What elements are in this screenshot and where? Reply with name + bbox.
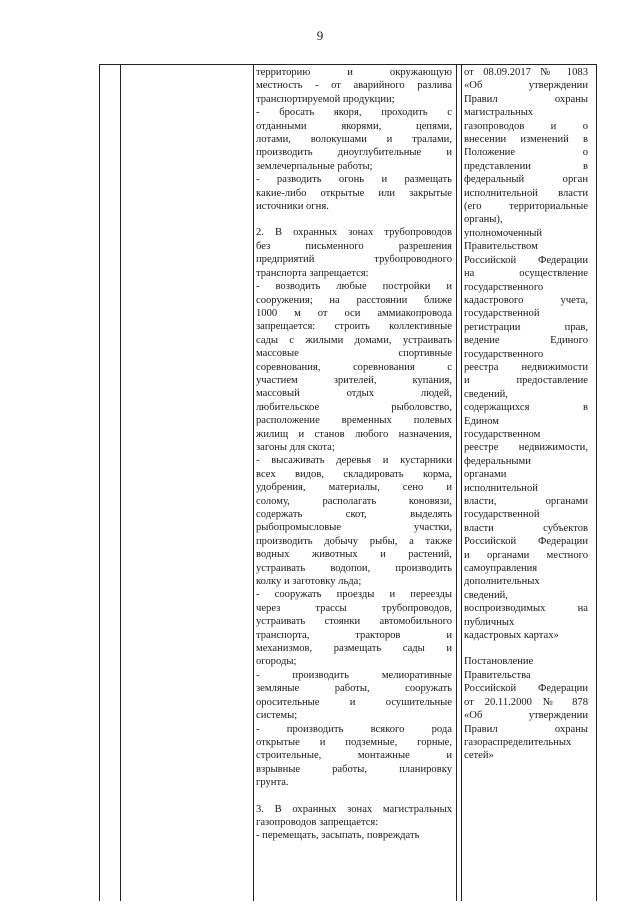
text-line: газопроводов и о [464, 120, 588, 132]
text-line: Российской Федерации [464, 254, 588, 266]
text-line: местность - от аварийного разлива [256, 80, 452, 92]
text-line: воспроизводимых на [464, 603, 588, 615]
text-line: сетей» [464, 750, 494, 762]
text-line: отданными якорями, цепями, [256, 120, 452, 132]
text-line: ведение Единого [464, 335, 588, 347]
text-line: - сооружать проезды и переезды [256, 589, 452, 601]
text-line: внесении изменений в [464, 134, 588, 146]
legal-basis-column [464, 66, 588, 763]
text-line: земляные работы, сооружать [256, 683, 452, 695]
text-line: сведений, [464, 589, 508, 601]
text-line: территорию и окружающую [256, 67, 452, 78]
text-line: содержащихся в [464, 402, 588, 414]
text-line: на осуществление [464, 268, 588, 280]
text-line: какие-либо открытые или закрытые [256, 187, 452, 199]
text-line: реестра недвижимости [464, 361, 588, 373]
text-line: оросительные и осушительные [256, 696, 452, 708]
text-line: и органами местного [464, 549, 588, 561]
text-line: и предоставление [464, 375, 588, 387]
text-line: уполномоченный [464, 227, 543, 239]
text-line: - разводить огонь и размещать [256, 174, 452, 186]
text-line: Российской Федерации [464, 536, 588, 548]
text-line: грунта. [256, 777, 289, 789]
text-line: массовый отдых людей, [256, 388, 452, 400]
text-line: без письменного разрешения [256, 240, 452, 252]
text-line: системы; [256, 710, 298, 722]
text-line: запрещается: строить коллективные [256, 321, 452, 333]
text-line: от 08.09.2017 № 1083 [464, 67, 588, 78]
text-line: кадастрового учета, [464, 294, 588, 306]
text-line: публичных [464, 616, 515, 628]
text-line: власти субъектов [464, 522, 588, 534]
text-line: Едином [464, 415, 499, 427]
text-line: - бросать якоря, проходить с [256, 107, 452, 119]
prohibitions-column [256, 66, 452, 843]
text-line: солому, располагать коновязи, [256, 495, 452, 507]
text-line: открытые и подземные, горные, [256, 736, 452, 748]
text-line: самоуправления [464, 563, 538, 575]
text-line: рыбопромысловые участки, [256, 522, 452, 534]
text-line: государственной [464, 509, 540, 521]
text-line: всех видов, складировать корма, [256, 468, 452, 480]
text-line: транспорта запрещается: [256, 267, 369, 279]
text-line: любительское рыболовство, [256, 401, 452, 413]
column-divider [253, 65, 254, 901]
text-line: реестре недвижимости, [464, 442, 588, 454]
paragraph-gap [256, 213, 452, 226]
text-line: от 20.11.2000 № 878 [464, 696, 588, 708]
page-number: 9 [316, 28, 324, 43]
text-line: «Об утверждении [464, 710, 588, 722]
text-line: газораспределительных [464, 736, 572, 748]
text-line: государственной [464, 308, 540, 320]
text-line: Российской Федерации [464, 683, 588, 695]
text-line: - перемещать, засыпать, повреждать [256, 830, 420, 842]
text-line: расположение временных полевых [256, 415, 452, 427]
text-line: кадастровых картах» [464, 630, 559, 642]
text-line: огороды; [256, 656, 297, 668]
text-line: Правительства [464, 669, 531, 681]
text-line: государственного [464, 281, 544, 293]
text-line: 2. В охранных зонах трубопроводов [256, 227, 452, 239]
text-line: строительные, монтажные и [256, 750, 452, 762]
text-line: Положение о [464, 147, 588, 159]
paragraph-gap [256, 790, 452, 803]
text-line: - возводить любые постройки и [256, 281, 452, 293]
text-line: органы), [464, 214, 503, 226]
text-line: (его территориальные [464, 201, 588, 213]
text-line: через трассы трубопроводов, [256, 602, 452, 614]
text-line: взрывные работы, планировку [256, 763, 452, 775]
column-divider [456, 65, 457, 901]
text-line: сведений, [464, 388, 508, 400]
text-line: регистрации прав, [464, 321, 588, 333]
text-line: жилищ и станов любого назначения, [256, 428, 452, 440]
text-line: 3. В охранных зонах магистральных [256, 803, 452, 815]
text-line: сооружения; на расстоянии ближе [256, 294, 452, 306]
text-line: государственного [464, 348, 544, 360]
text-line: власти, органами [464, 496, 588, 507]
text-line: транспортируемой продукции; [256, 93, 395, 105]
text-line: магистральных [464, 107, 534, 119]
text-line: - производить всякого рода [256, 723, 452, 735]
text-line: соревнования, соревнования с [256, 361, 452, 373]
text-line: удобрения, материалы, сено и [256, 482, 452, 494]
text-line: лотами, волокушами и тралами, [256, 134, 452, 146]
text-line: дополнительных [464, 576, 540, 588]
text-line: исполнительной власти [464, 187, 588, 199]
text-line: загоны для скота; [256, 441, 335, 453]
text-line: предприятий трубопроводного [256, 254, 452, 266]
text-line: Постановление [464, 656, 534, 668]
text-line: Правил охраны [464, 723, 588, 735]
text-line: устраивать водопои, производить [256, 562, 452, 574]
text-line: газопроводов запрещается: [256, 816, 379, 828]
text-line: водных животных и растений, [256, 549, 452, 561]
text-line: транспорта, тракторов и [256, 629, 452, 641]
text-line: сады с жилыми домами, устраивать [256, 334, 452, 346]
text-line: исполнительной [464, 482, 538, 494]
text-line: источники огня. [256, 201, 329, 213]
text-line: устраивать стоянки автомобильного [256, 616, 452, 628]
text-line: колку и заготовку льда; [256, 576, 362, 588]
text-line: государственном [464, 428, 541, 440]
text-line: массовые спортивные [256, 348, 452, 360]
text-line: - производить мелиоративные [256, 669, 452, 681]
column-divider [461, 65, 462, 901]
text-line: участием зрителей, купания, [256, 374, 452, 386]
text-line: производить добычу рыбы, а также [256, 535, 452, 547]
text-line: Правительством [464, 241, 538, 253]
text-line: федеральными [464, 455, 531, 467]
text-line: механизмов, размещать сады и [256, 643, 452, 655]
paragraph-gap [464, 642, 588, 655]
text-line: федеральный орган [464, 174, 588, 186]
text-line: содержать скот, выделять [256, 509, 452, 520]
text-line: органами [464, 469, 507, 481]
text-line: - высаживать деревья и кустарники [256, 455, 452, 467]
column-divider [120, 65, 121, 901]
text-line: представлении в [464, 160, 588, 172]
text-line: Правил охраны [464, 93, 588, 105]
text-line: «Об утверждении [464, 80, 588, 92]
text-line: землечерпальные работы; [256, 160, 373, 172]
text-line: 1000 м от оси аммиакопровода [256, 307, 452, 319]
text-line: производить дноуглубительные и [256, 147, 452, 159]
